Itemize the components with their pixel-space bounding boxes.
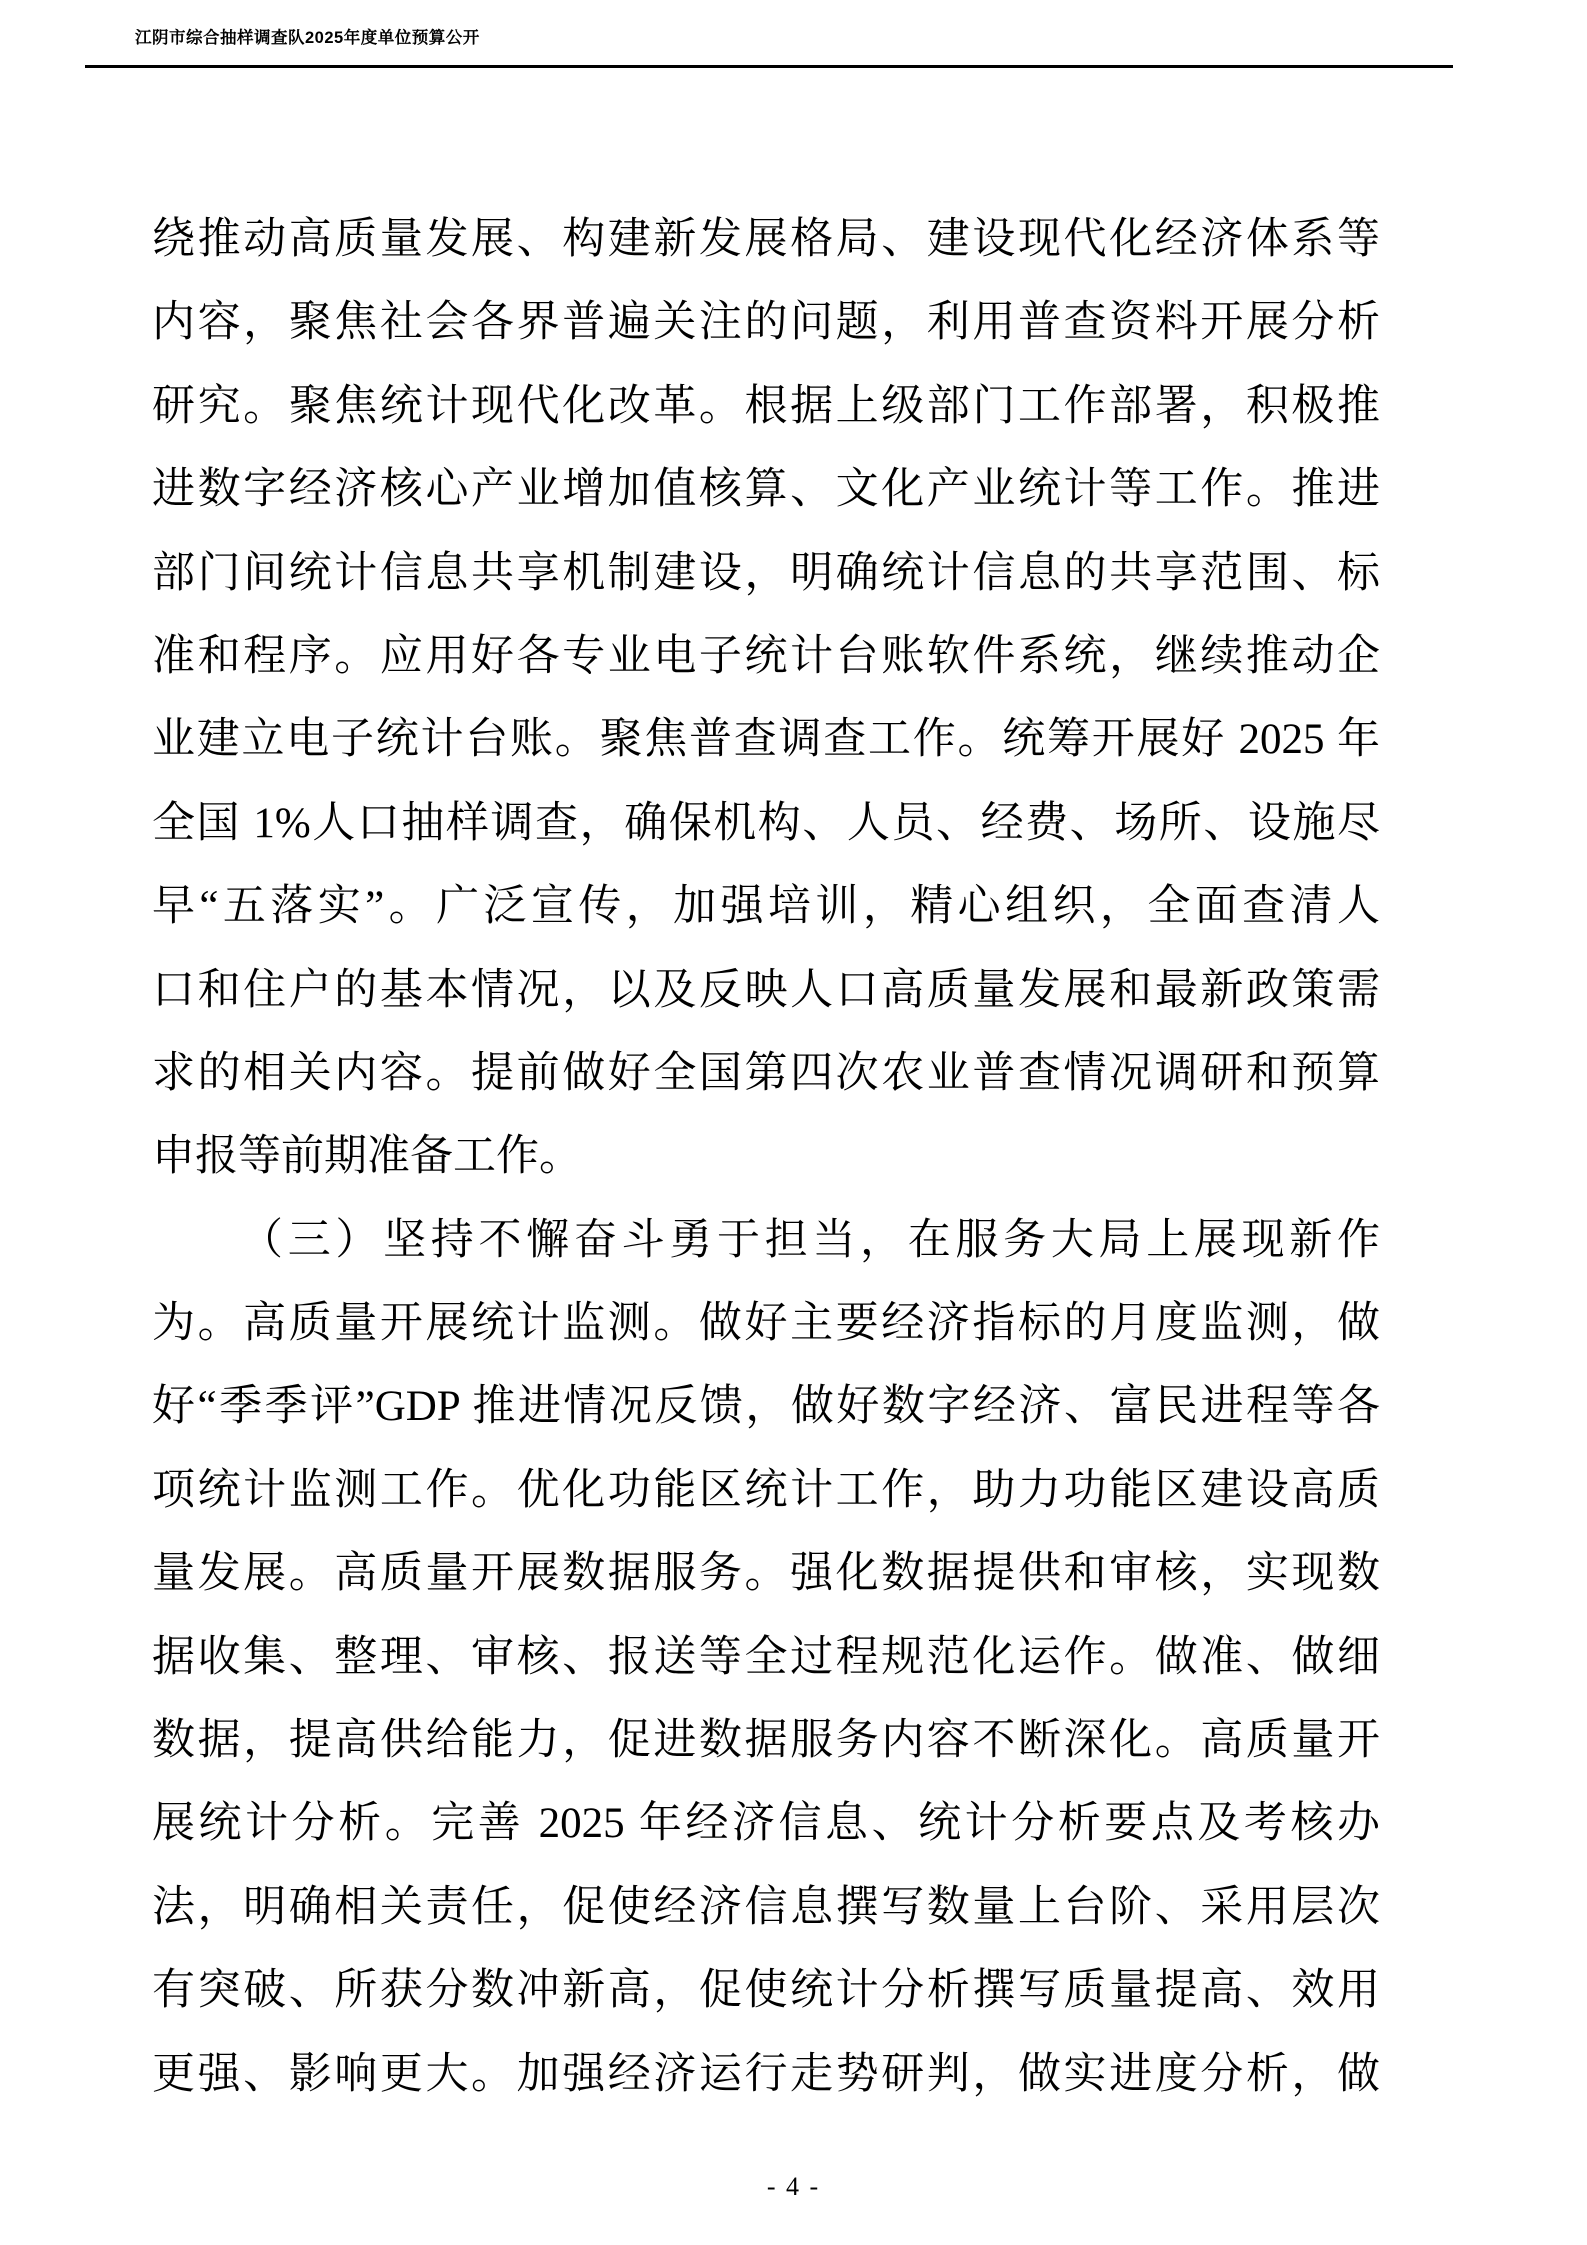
body-text-line: 口和住户的基本情况，以及反映人口高质量发展和最新政策需: [152, 966, 1380, 1014]
body-text-line: 为。高质量开展统计监测。做好主要经济指标的月度监测，做: [152, 1300, 1380, 1348]
body-text-line: 展统计分析。完善 2025 年经济信息、统计分析要点及考核办: [152, 1800, 1380, 1848]
page-number: - 4 -: [766, 2172, 821, 2201]
body-text-line: 内容，聚焦社会各界普遍关注的问题，利用普查资料开展分析: [152, 299, 1380, 347]
body-text-line: 部门间统计信息共享机制建设，明确统计信息的共享范围、标: [152, 549, 1380, 597]
body-text-line: 项统计监测工作。优化功能区统计工作，助力功能区建设高质: [152, 1466, 1380, 1514]
body-text-line: 业建立电子统计台账。聚焦普查调查工作。统筹开展好 2025 年: [152, 716, 1380, 764]
body-text-line: （三）坚持不懈奋斗勇于担当，在服务大局上展现新作: [240, 1216, 1380, 1264]
body-text-line: 申报等前期准备工作。: [152, 1133, 582, 1181]
body-text-line: 法，明确相关责任，促使经济信息撰写数量上台阶、采用层次: [152, 1883, 1380, 1931]
body-text-line: 研究。聚焦统计现代化改革。根据上级部门工作部署，积极推: [152, 382, 1380, 430]
body-text-line: 数据，提高供给能力，促进数据服务内容不断深化。高质量开: [152, 1717, 1380, 1765]
header-title: 江阴市综合抽样调查队2025年度单位预算公开: [135, 29, 480, 47]
body-text-line: 量发展。高质量开展数据服务。强化数据提供和审核，实现数: [152, 1550, 1380, 1598]
body-text-line: 据收集、整理、审核、报送等全过程规范化运作。做准、做细: [152, 1633, 1380, 1681]
body-text-line: 有突破、所获分数冲新高，促使统计分析撰写质量提高、效用: [152, 1967, 1380, 2015]
body-text-line: 全国 1%人口抽样调查，确保机构、人员、经费、场所、设施尽: [152, 799, 1380, 847]
document-body: [152, 198, 1380, 2116]
body-text-line: 更强、影响更大。加强经济运行走势研判，做实进度分析，做: [152, 2050, 1380, 2098]
body-text-line: 求的相关内容。提前做好全国第四次农业普查情况调研和预算: [152, 1049, 1380, 1097]
header-rule: [85, 65, 1453, 68]
body-text-line: 好“季季评”GDP 推进情况反馈，做好数字经济、富民进程等各: [152, 1383, 1380, 1431]
body-text-line: 进数字经济核心产业增加值核算、文化产业统计等工作。推进: [152, 466, 1380, 514]
body-text-line: 早“五落实”。广泛宣传，加强培训，精心组织，全面查清人: [152, 883, 1380, 931]
body-text-line: 准和程序。应用好各专业电子统计台账软件系统，继续推动企: [152, 632, 1380, 680]
body-text-line: 绕推动高质量发展、构建新发展格局、建设现代化经济体系等: [152, 216, 1380, 263]
